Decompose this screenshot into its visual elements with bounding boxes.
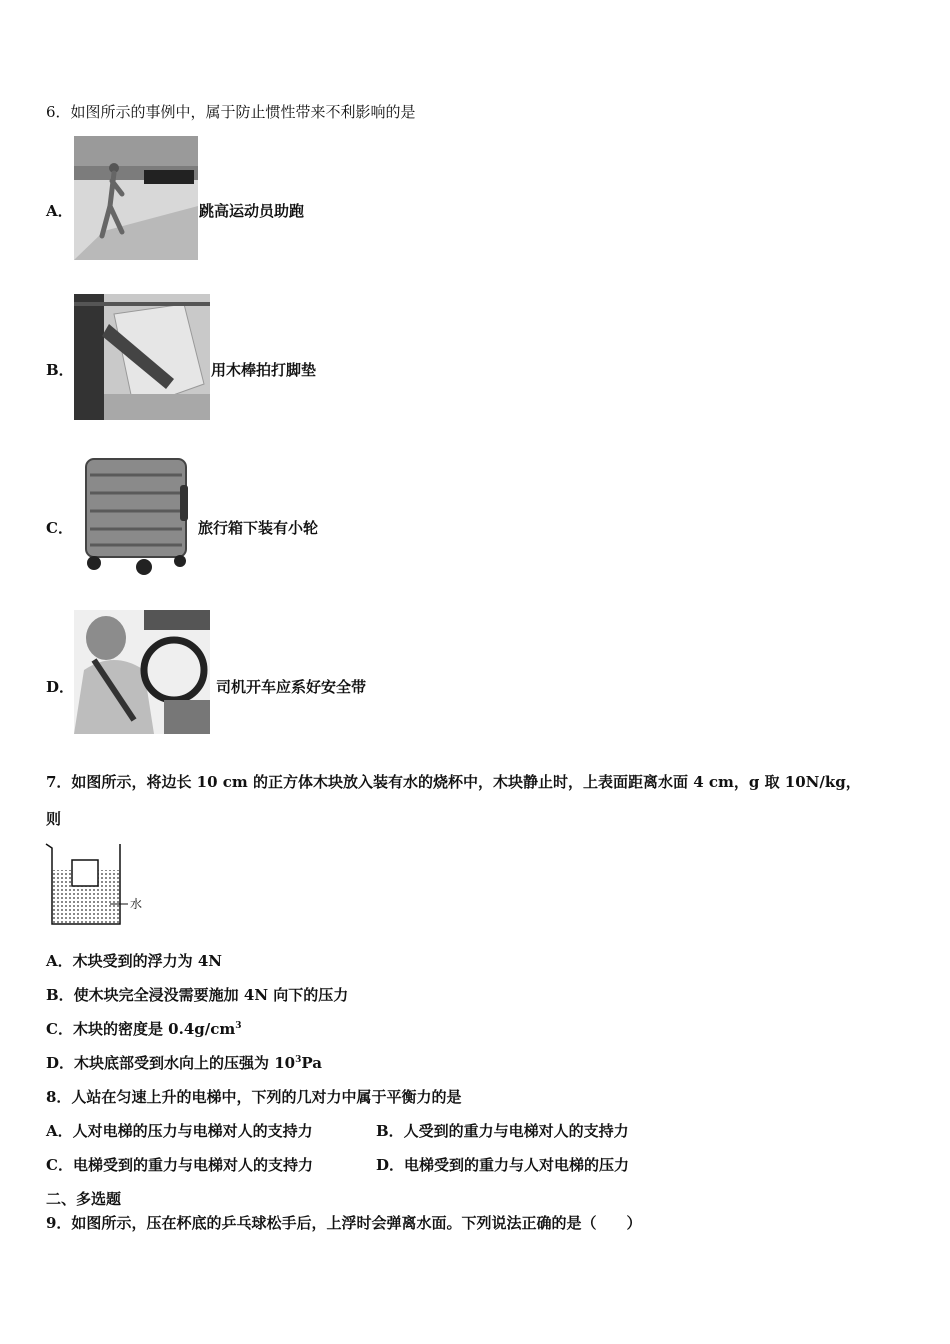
q7-stem-line1: 7．如图所示，将边长 10 cm 的正方体木块放入装有水的烧杯中，木块静止时，上表面距离水面 4 cm，g 取 10N/kg， bbox=[46, 773, 861, 791]
section-title-multi-choice: 二、多选题 bbox=[46, 1190, 122, 1208]
q8-option-c: C．电梯受到的重力与电梯对人的支持力 bbox=[46, 1156, 313, 1174]
q7-option-a: A．木块受到的浮力为 4N bbox=[46, 952, 223, 970]
q6-option-c-letter: C． bbox=[46, 519, 73, 537]
q8-stem: 8．人站在匀速上升的电梯中，下列的几对力中属于平衡力的是 bbox=[46, 1088, 462, 1106]
q7-option-b: B．使木块完全浸没需要施加 4N 向下的压力 bbox=[46, 986, 349, 1004]
q7-option-d-sup: 3 bbox=[295, 1055, 302, 1065]
q7-option-c bbox=[46, 1019, 242, 1039]
q6-stem: 6．如图所示的事例中，属于防止惯性带来不利影响的是 bbox=[46, 103, 416, 121]
suitcase-wheels-photo bbox=[80, 455, 192, 577]
q8-option-b: B．人受到的重力与电梯对人的支持力 bbox=[376, 1122, 629, 1140]
q6-option-b-text: 用木棒拍打脚垫 bbox=[211, 361, 317, 379]
q7-option-c-sup: 3 bbox=[235, 1021, 242, 1031]
seatbelt-driver-photo bbox=[74, 610, 210, 734]
high-jump-runup-photo bbox=[74, 136, 198, 260]
beaker-figure bbox=[44, 840, 154, 932]
water-label: 水 bbox=[130, 897, 143, 911]
q7-option-d-unit: Pa bbox=[301, 1054, 322, 1072]
q8-option-d: D．电梯受到的重力与人对电梯的压力 bbox=[376, 1156, 630, 1174]
q7-option-d bbox=[46, 1053, 322, 1073]
q6-option-c-text: 旅行箱下装有小轮 bbox=[198, 519, 319, 537]
q6-option-d-letter: D． bbox=[46, 678, 75, 696]
q6-option-d-text: 司机开车应系好安全带 bbox=[216, 678, 367, 696]
q7-stem-line2: 则 bbox=[46, 810, 62, 828]
q7-option-d-text: D．木块底部受到水向上的压强为 10 bbox=[46, 1054, 296, 1072]
q6-option-a-letter: A． bbox=[46, 202, 73, 220]
q7-option-c-text: C．木块的密度是 0.4g/cm bbox=[46, 1020, 236, 1038]
q6-option-a-text: 跳高运动员助跑 bbox=[199, 202, 305, 220]
q8-option-a: A．人对电梯的压力与电梯对人的支持力 bbox=[46, 1122, 313, 1140]
q9-stem: 9．如图所示，压在杯底的乒乓球松手后，上浮时会弹离水面。下列说法正确的是（ ） bbox=[46, 1214, 642, 1232]
q6-option-b-letter: B． bbox=[46, 361, 74, 379]
beating-mat-photo bbox=[74, 294, 210, 420]
